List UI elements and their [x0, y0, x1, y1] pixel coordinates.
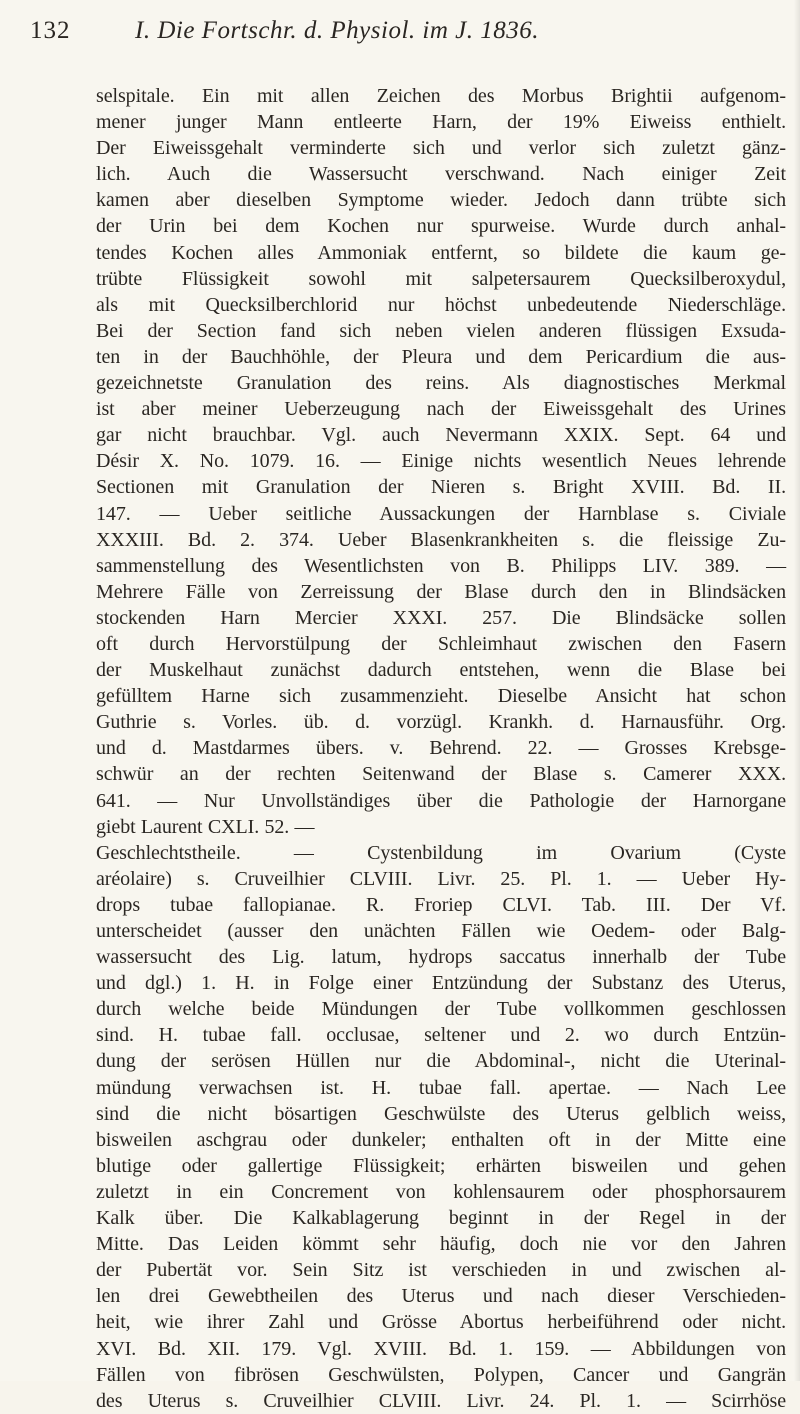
- text-line: zuletzt in ein Concrement von kohlensaurem oder phosphorsaurem: [96, 1180, 786, 1203]
- text-line: mündung verwachsen ist. H. tubae fall. apertae. — Nach Lee: [96, 1076, 786, 1099]
- page-number: 132: [30, 17, 71, 44]
- text-line: tendes Kochen alles Ammoniak entfernt, so bildete die kaum ge-: [96, 241, 786, 264]
- text-line: ten in der Bauchhöhle, der Pleura und dem Pericardium die aus-: [96, 345, 786, 368]
- text-line: Bei der Section fand sich neben vielen anderen flüssigen Exsuda-: [96, 319, 786, 342]
- text-line: Kalk über. Die Kalkablagerung beginnt in der Regel in der: [96, 1207, 786, 1230]
- text-line: Geschlechtstheile. — Cystenbildung im Ovarium (Cyste: [96, 841, 786, 864]
- text-line: lich. Auch die Wassersucht verschwand. Nach einiger Zeit: [96, 163, 786, 186]
- text-line: XXXIII. Bd. 2. 374. Ueber Blasenkrankheiten s. die fleissige Zu-: [96, 528, 786, 551]
- text-line: und dgl.) 1. H. in Folge einer Entzündung der Substanz des Uterus,: [96, 972, 786, 995]
- text-line: stockenden Harn Mercier XXXI. 257. Die Blindsäcke sollen: [96, 606, 786, 629]
- text-line: gefülltem Harne sich zusammenzieht. Dieselbe Ansicht hat schon: [96, 685, 786, 708]
- text-line: XVI. Bd. XII. 179. Vgl. XVIII. Bd. 1. 159. — Abbildungen von: [96, 1337, 786, 1360]
- text-line: Fällen von fibrösen Geschwülsten, Polypen, Cancer und Gangrän: [96, 1363, 786, 1386]
- text-line: ist aber meiner Ueberzeugung nach der Eiweissgehalt des Urines: [96, 398, 786, 421]
- running-title: I. Die Fortschr. d. Physiol. im J. 1836.: [135, 17, 539, 44]
- text-line: Guthrie s. Vorles. üb. d. vorzügl. Krankh. d. Harnausführ. Org.: [96, 711, 786, 734]
- text-line: trübte Flüssigkeit sowohl mit salpetersaurem Quecksilberoxydul,: [96, 267, 786, 290]
- text-line: des Uterus s. Cruveilhier CLVIII. Livr. 24. Pl. 1. — Scirrhöse: [96, 1389, 786, 1412]
- text-line: 147. — Ueber seitliche Aussackungen der Harnblase s. Civiale: [96, 502, 786, 525]
- text-line: sind. H. tubae fall. occlusae, seltener und 2. wo durch Entzün-: [96, 1024, 786, 1047]
- text-line: als mit Quecksilberchlorid nur höchst unbedeutende Niederschläge.: [96, 293, 786, 316]
- text-line: der Urin bei dem Kochen nur spurweise. Wurde durch anhal-: [96, 215, 786, 238]
- text-line: durch welche beide Mündungen der Tube vollkommen geschlossen: [96, 998, 786, 1021]
- text-line: und d. Mastdarmes übers. v. Behrend. 22. — Grosses Krebsge-: [96, 737, 786, 760]
- text-line: kamen aber dieselben Symptome wieder. Jedoch dann trübte sich: [96, 189, 786, 212]
- text-line: sammenstellung des Wesentlichsten von B. Philipps LIV. 389. —: [96, 554, 786, 577]
- text-line: Der Eiweissgehalt verminderte sich und verlor sich zuletzt gänz-: [96, 137, 786, 160]
- text-line: der Muskelhaut zunächst dadurch entstehen, wenn die Blase bei: [96, 659, 786, 682]
- text-line: gar nicht brauchbar. Vgl. auch Nevermann XXIX. Sept. 64 und: [96, 424, 786, 447]
- text-line: sind die nicht bösartigen Geschwülste des Uterus gelblich weiss,: [96, 1102, 786, 1125]
- text-line: bisweilen aschgrau oder dunkeler; enthalten oft in der Mitte eine: [96, 1128, 786, 1151]
- text-line: aréolaire) s. Cruveilhier CLVIII. Livr. 25. Pl. 1. — Ueber Hy-: [96, 867, 786, 890]
- text-line: len drei Gewebtheilen des Uterus und nach dieser Verschieden-: [96, 1285, 786, 1308]
- page-edge-shadow: [794, 0, 800, 1381]
- text-line: selspitale. Ein mit allen Zeichen des Morbus Brightii aufgenom-: [96, 85, 786, 107]
- text-line: wassersucht des Lig. latum, hydrops saccatus innerhalb der Tube: [96, 946, 786, 969]
- text-line: unterscheidet (ausser den unächten Fällen wie Oedem- oder Balg-: [96, 920, 786, 942]
- text-line: der Pubertät vor. Sein Sitz ist verschieden in und zwischen al-: [96, 1259, 786, 1282]
- text-line: blutige oder gallertige Flüssigkeit; erhärten bisweilen und gehen: [96, 1154, 786, 1177]
- text-line: Mehrere Fälle von Zerreissung der Blase durch den in Blindsäcken: [96, 580, 786, 603]
- text-line: 641. — Nur Unvollständiges über die Pathologie der Harnorgane: [96, 789, 786, 812]
- text-line: schwür an der rechten Seitenwand der Blase s. Camerer XXX.: [96, 763, 786, 786]
- text-line: oft durch Hervorstülpung der Schleimhaut zwischen den Fasern: [96, 632, 786, 655]
- text-line: heit, wie ihrer Zahl und Grösse Abortus herbeiführend oder nicht.: [96, 1311, 786, 1334]
- page-header: [30, 14, 770, 48]
- text-line: drops tubae fallopianae. R. Froriep CLVI. Tab. III. Der Vf.: [96, 893, 786, 916]
- text-line: gezeichnetste Granulation des reins. Als diagnostisches Merkmal: [96, 372, 786, 395]
- text-line: mener junger Mann entleerte Harn, der 19% Eiweiss enthielt.: [96, 111, 786, 134]
- body-text: [96, 83, 786, 1414]
- text-line: Sectionen mit Granulation der Nieren s. Bright XVIII. Bd. II.: [96, 476, 786, 499]
- text-line: dung der serösen Hüllen nur die Abdominal-, nicht die Uterinal-: [96, 1050, 786, 1073]
- text-line: Mitte. Das Leiden kömmt sehr häufig, doch nie vor den Jahren: [96, 1233, 786, 1256]
- text-line: Désir X. No. 1079. 16. — Einige nichts wesentlich Neues lehrende: [96, 450, 786, 473]
- text-line: giebt Laurent CXLI. 52. —: [96, 815, 315, 838]
